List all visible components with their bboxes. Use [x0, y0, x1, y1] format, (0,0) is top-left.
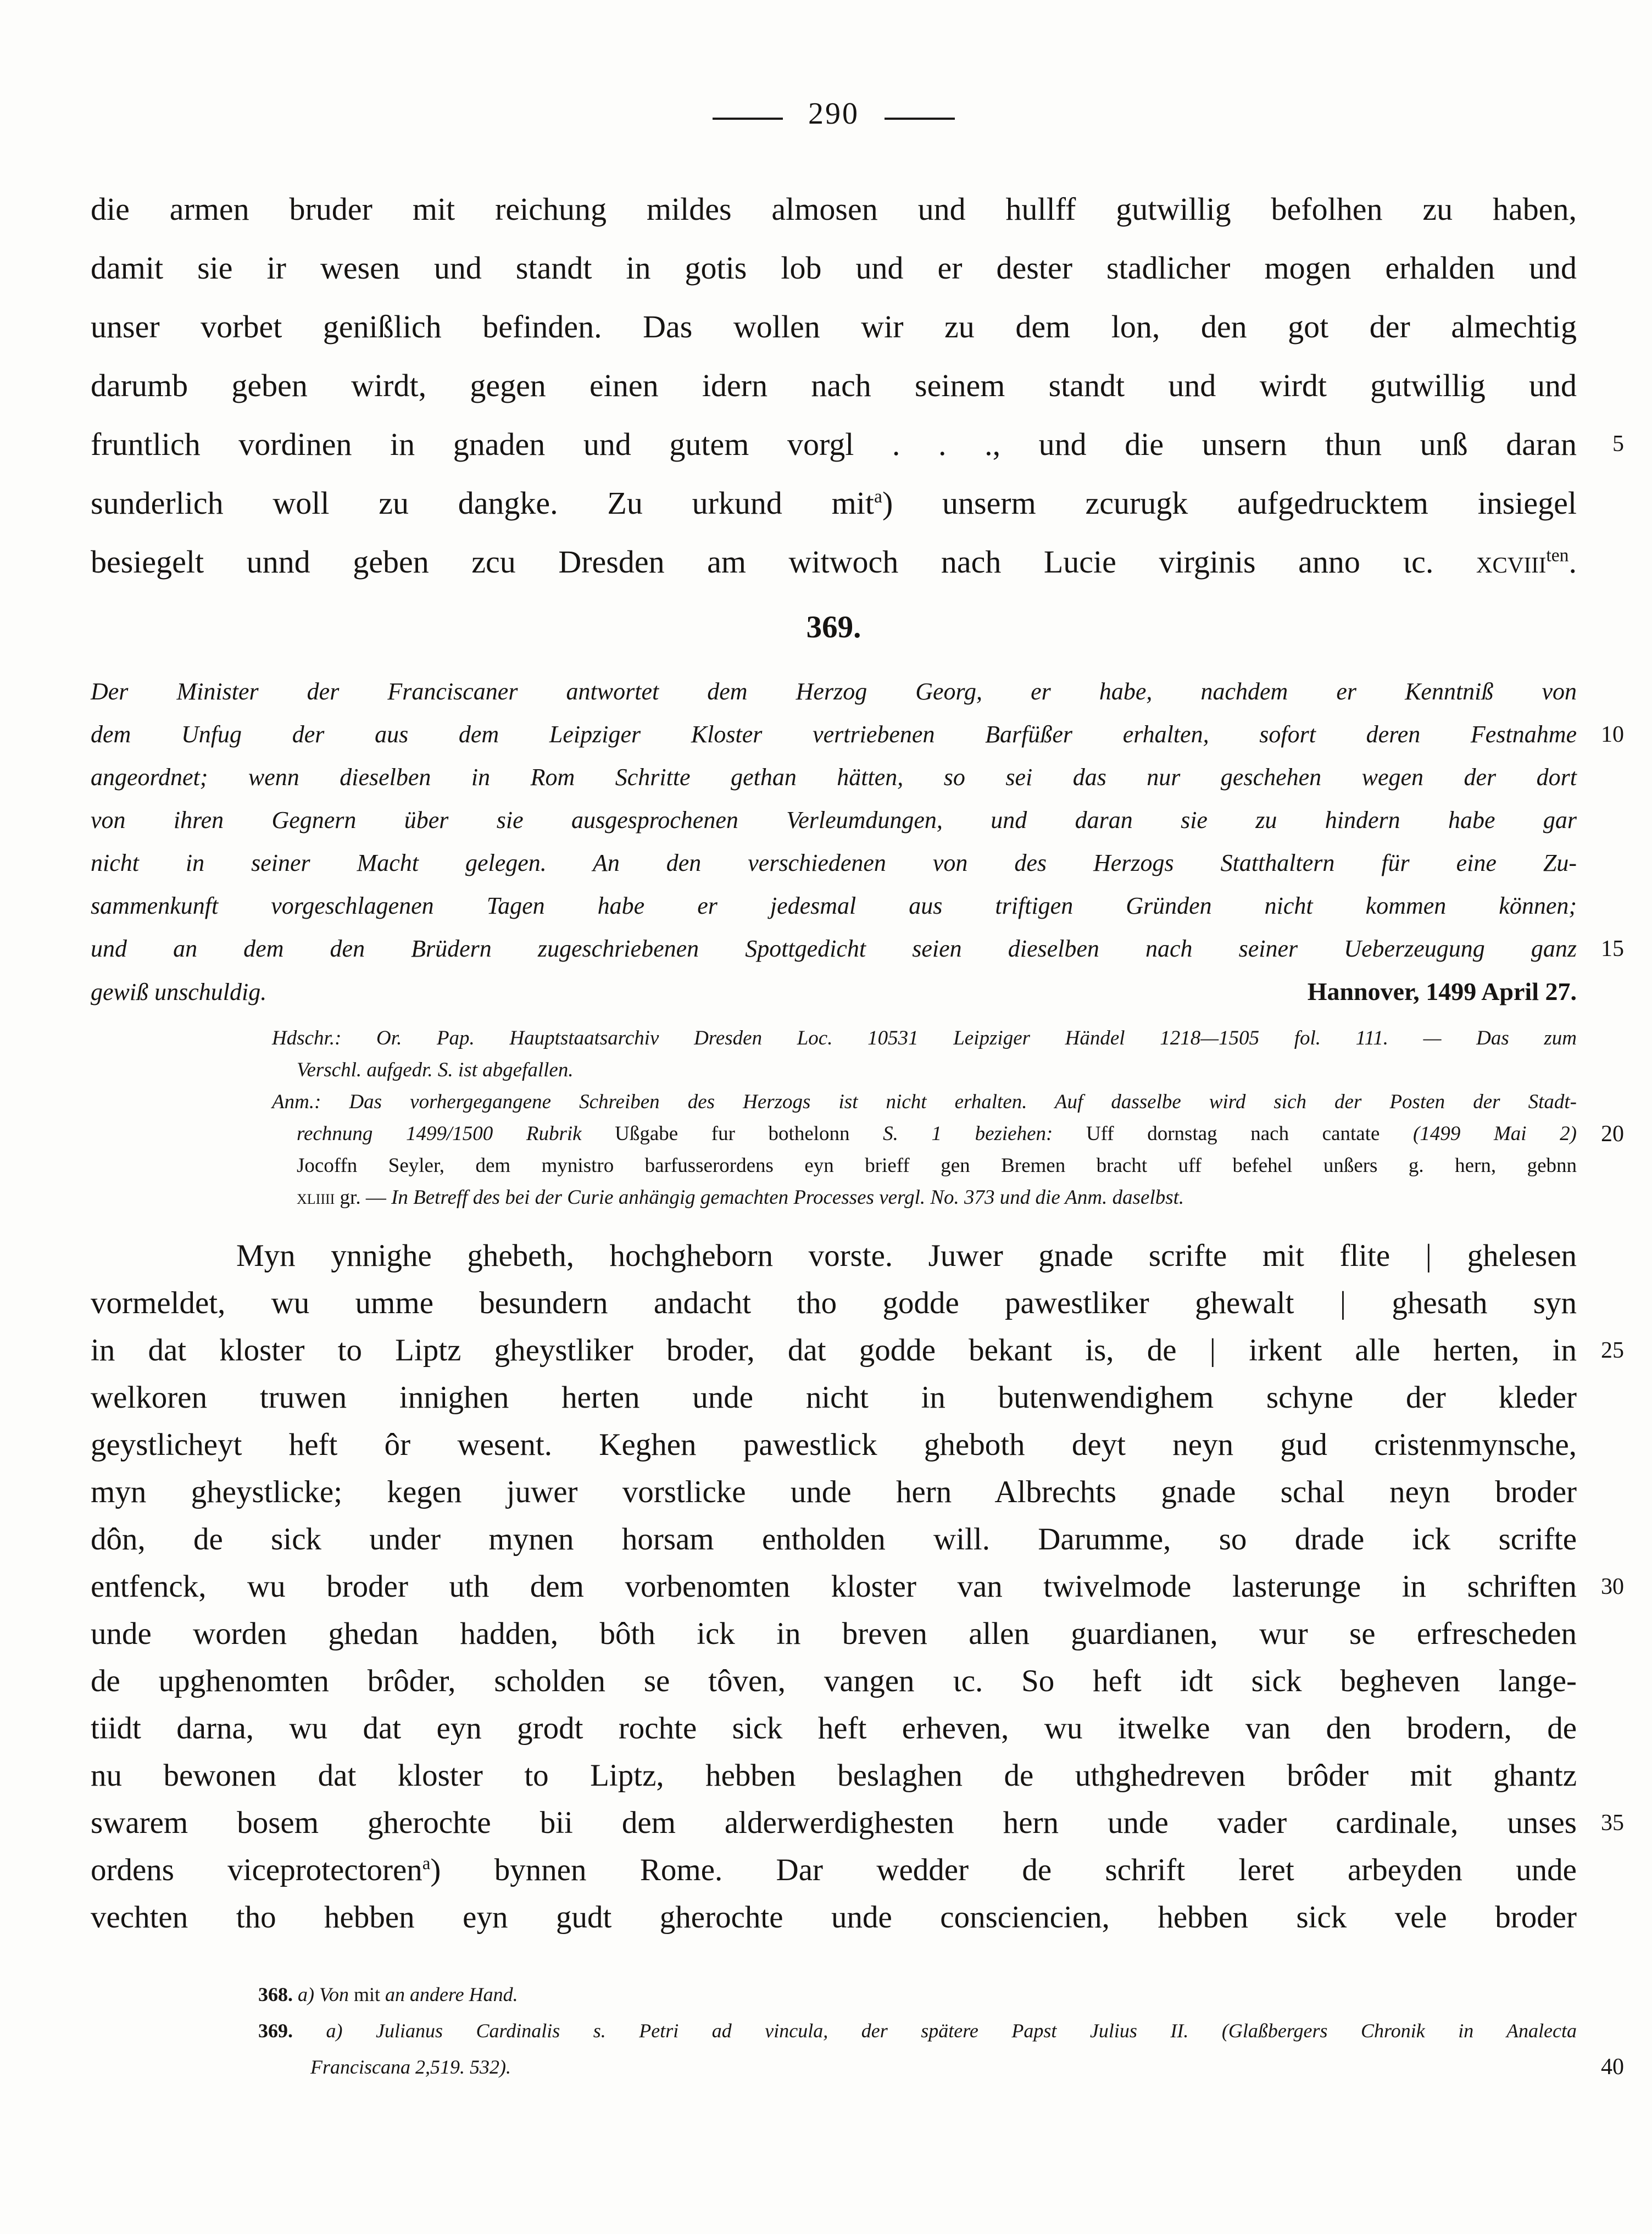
text-segment: unser vorbet genißlich befinden. Das wollen wir zu dem lon, den got der almechtig	[91, 309, 1577, 344]
text-segment: damit sie ir wesen und standt in gotis lob und er dester stadlicher mogen erhalden und	[91, 250, 1577, 286]
text-line	[91, 885, 1577, 927]
text-segment: vechten tho hebben eyn gudt gherochte unde consciencien, hebben sick vele broder	[91, 1900, 1577, 1935]
text-segment: 369.	[258, 2020, 326, 2042]
text-segment: an andere Hand.	[385, 1983, 518, 2005]
text-segment: swarem bosem gherochte bii dem alderwerdighesten hern unde vader cardinale, unses	[91, 1805, 1577, 1840]
margin-line-number: 30	[1601, 1574, 1624, 1599]
dateline	[1308, 970, 1577, 1013]
text-line	[272, 1022, 1577, 1054]
text-segment: fruntlich vordinen in gnaden und gutem vorgl . . ., und die unsern thun unß daran	[91, 426, 1577, 462]
text-line	[91, 1658, 1577, 1705]
text-line	[91, 532, 1577, 591]
regest-closing	[91, 971, 266, 1014]
text-line	[91, 1799, 1624, 1847]
text-segment: gr. —	[335, 1186, 392, 1209]
text-segment: a	[422, 1854, 431, 1874]
text-segment: ten	[1546, 545, 1569, 566]
text-line	[91, 799, 1577, 842]
text-line	[91, 927, 1624, 970]
text-segment: darumb geben wirdt, gegen einen idern nach seinem standt und wirdt gutwillig und	[91, 368, 1577, 403]
margin-line-number: 40	[1601, 2054, 1624, 2080]
text-segment: nicht in seiner Macht gelegen. An den verschiedenen von des Herzogs Statthaltern für eine Zu-	[91, 849, 1577, 876]
text-segment: ordens viceprotectoren	[91, 1853, 422, 1887]
text-segment: Hdschr.: Or. Pap. Hauptstaatsarchiv Dresden Loc. 10531 Leipziger Händel 1218—1505 fol. 111. — Das zum	[272, 1027, 1577, 1049]
text-line	[91, 415, 1624, 474]
entry-369-source-notes	[91, 1022, 1624, 1214]
page-footnotes	[91, 1976, 1624, 2085]
text-line	[91, 1752, 1577, 1799]
text-segment: myn gheystlicke; kegen juwer vorstlicke unde hern Albrechts gnade schal neyn broder	[91, 1475, 1577, 1509]
header-rule-right	[885, 118, 955, 120]
text-segment: tiidt darna, wu dat eyn grodt rochte sick heft erheven, wu itwelke van den brodern, de	[91, 1711, 1577, 1746]
text-segment: dem Unfug der aus dem Leipziger Kloster vertriebenen Barfüßer erhalten, sofort deren Festnahme	[91, 721, 1577, 748]
text-line	[91, 1421, 1577, 1469]
text-segment: ) unserm zcurugk aufgedrucktem insiegel	[882, 485, 1577, 521]
margin-line-number: 15	[1601, 936, 1624, 962]
text-segment: in dat kloster to Liptz gheystliker broder, dat godde bekant is, de | irkent alle herten, in	[91, 1333, 1577, 1368]
text-segment: Myn ynnighe ghebeth, hochgheborn vorste. Juwer gnade scrifte mit flite | ghelesen	[236, 1238, 1577, 1273]
text-segment: und an dem den Brüdern zugeschriebenen Spottgedicht seien dieselben nach seiner Ueberzeugung ganz	[91, 935, 1577, 962]
margin-line-number: 25	[1601, 1338, 1624, 1363]
text-line	[91, 180, 1577, 238]
text-line	[272, 1150, 1577, 1182]
text-line	[91, 1327, 1624, 1374]
text-segment: ) bynnen Rome. Dar wedder de schrift leret arbeyden unde	[430, 1853, 1577, 1887]
text-segment: sammenkunft vorgeschlagenen Tagen habe er jedesmal aus triftigen Gründen nicht kommen können;	[91, 892, 1577, 919]
text-segment: Franciscana 2,519. 532).	[310, 2056, 511, 2078]
text-segment: Verschl. aufgedr. S. ist abgefallen.	[297, 1059, 574, 1081]
text-line	[272, 1182, 1577, 1214]
text-segment: Uff dornstag nach cantate	[1086, 1122, 1414, 1145]
text-segment: gewiß unschuldig.	[91, 979, 267, 1005]
text-segment: von ihren Gegnern über sie ausgesprochenen Verleumdungen, und daran sie zu hindern habe gar	[91, 807, 1577, 833]
text-line	[91, 1280, 1577, 1327]
header-rule-left	[713, 118, 783, 120]
text-segment: Der Minister der Franciscaner antwortet dem Herzog Georg, er habe, nachdem er Kenntniß von	[91, 678, 1577, 705]
text-line	[258, 2049, 1624, 2085]
text-segment: xliiii	[297, 1186, 335, 1209]
text-segment: rechnung 1499/1500 Rubrik	[297, 1122, 615, 1145]
text-line	[91, 970, 1577, 1014]
text-line	[91, 1469, 1577, 1516]
text-line	[91, 842, 1577, 885]
margin-line-number: 35	[1601, 1810, 1624, 1836]
text-line	[91, 1894, 1577, 1941]
text-line	[272, 1118, 1624, 1150]
text-line	[258, 1976, 1577, 2013]
text-segment: a) Von	[298, 1983, 354, 2005]
margin-line-number: 5	[1612, 431, 1624, 457]
text-segment: a	[874, 486, 882, 507]
entry-369-letter-body	[91, 1232, 1624, 1941]
text-segment: In Betreff des bei der Curie anhängig gemachten Processes vergl. No. 373 und die Anm. daselbst.	[391, 1186, 1184, 1209]
text-segment: Anm.: Das vorhergegangene Schreiben des Herzogs ist nicht erhalten. Auf dasselbe wird sich der Posten der Stadt-	[272, 1091, 1577, 1113]
margin-line-number: 20	[1601, 1121, 1624, 1147]
text-segment: a) Julianus Cardinalis s. Petri ad vincula, der spätere Papst Julius II. (Glaßbergers Chronik in Analecta	[326, 2020, 1577, 2042]
margin-line-number: 10	[1601, 722, 1624, 747]
text-line	[91, 670, 1577, 713]
text-line	[91, 1374, 1577, 1421]
text-line	[258, 2013, 1577, 2049]
text-segment: nu bewonen dat kloster to Liptz, hebben beslaghen de uthghedreven brôder mit ghantz	[91, 1758, 1577, 1793]
text-line	[91, 1232, 1577, 1280]
text-segment: (1499 Mai 2)	[1413, 1122, 1577, 1145]
text-segment: Jocoffn Seyler, dem mynistro barfusserordens eyn brieff gen Bremen bracht uff befehel unßers g. hern, gebnn	[297, 1154, 1577, 1177]
text-segment: Ußgabe fur bothelonn	[615, 1122, 883, 1145]
text-segment: de upghenomten brôder, scholden se tôven, vangen ɩc. So heft idt sick begheven lange-	[91, 1664, 1577, 1698]
doc-368-continuation	[91, 180, 1624, 591]
text-segment: geystlicheyt heft ôr wesent. Keghen pawestlick gheboth deyt neyn gud cristenmynsche,	[91, 1427, 1577, 1462]
text-segment: vormeldet, wu umme besundern andacht tho godde pawestliker ghewalt | ghesath syn	[91, 1286, 1577, 1320]
text-segment: .	[1568, 544, 1577, 580]
text-segment: Hannover, 1499 April 27.	[1307, 977, 1577, 1005]
text-segment: unde worden ghedan hadden, bôth ick in breven allen guardianen, wur se erfrescheden	[91, 1616, 1577, 1651]
text-segment: sunderlich woll zu dangke. Zu urkund mit	[91, 485, 874, 521]
text-line	[91, 1847, 1577, 1894]
text-line	[91, 1610, 1577, 1658]
text-line	[91, 1516, 1577, 1563]
text-segment: xcviii	[1476, 544, 1547, 580]
text-line	[91, 1563, 1624, 1610]
text-segment: S. 1 beziehen:	[883, 1122, 1086, 1145]
text-line	[91, 756, 1577, 799]
page-number: 290	[808, 97, 859, 131]
text-column	[91, 0, 1624, 2085]
text-line	[91, 297, 1577, 356]
text-segment: entfenck, wu broder uth dem vorbenomten kloster van twivelmode lasterunge in schriften	[91, 1569, 1577, 1604]
text-segment: angeordnet; wenn dieselben in Rom Schritte gethan hätten, so sei das nur geschehen wegen der dort	[91, 764, 1577, 791]
text-segment: die armen bruder mit reichung mildes almosen und hullff gutwillig befolhen zu haben,	[91, 191, 1577, 227]
page-header	[91, 96, 1577, 131]
text-line	[91, 356, 1577, 415]
text-segment: mit	[354, 1983, 386, 2005]
entry-369-regest	[91, 670, 1624, 1014]
text-line	[91, 474, 1577, 532]
text-line	[272, 1054, 1577, 1086]
text-line	[272, 1086, 1577, 1118]
text-line	[91, 713, 1624, 756]
entry-369-heading: 369.	[806, 610, 861, 644]
text-line	[91, 1705, 1577, 1752]
text-segment: besiegelt unnd geben zcu Dresden am witwoch nach Lucie virginis anno ɩc.	[91, 544, 1476, 580]
text-line	[91, 238, 1577, 297]
text-segment: dôn, de sick under mynen horsam entholden will. Darumme, so drade ick scrifte	[91, 1522, 1577, 1557]
text-segment: 368.	[258, 1983, 298, 2005]
text-segment: welkoren truwen innighen herten unde nicht in butenwendighem schyne der kleder	[91, 1380, 1577, 1415]
